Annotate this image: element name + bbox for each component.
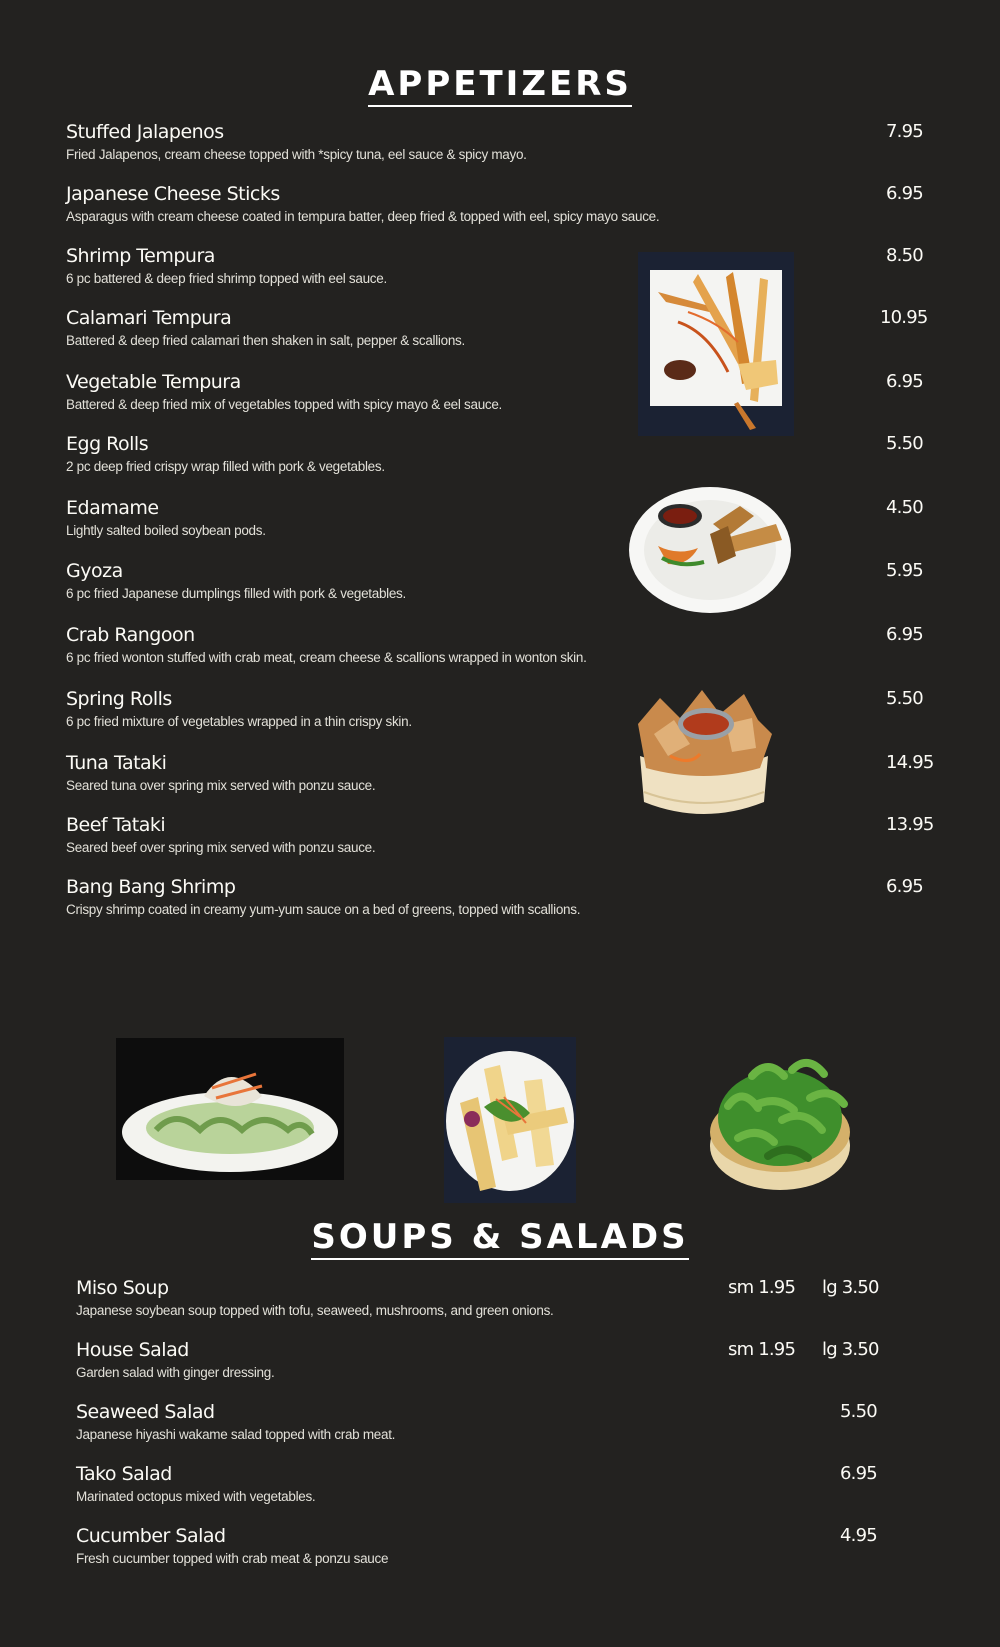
item-price: 5.95 xyxy=(886,560,923,581)
crab-rangoon-photo xyxy=(630,684,778,828)
menu-item-tako-salad xyxy=(76,1463,315,1504)
item-price-large: lg 3.50 xyxy=(822,1277,879,1298)
item-name: Spring Rolls xyxy=(66,688,172,710)
menu-item-shrimp-tempura xyxy=(66,245,387,286)
item-name: Stuffed Jalapenos xyxy=(66,121,224,143)
item-price: 5.50 xyxy=(886,433,923,454)
item-description: 6 pc fried mixture of vegetables wrapped in a thin crispy skin. xyxy=(66,714,412,729)
item-name: Calamari Tempura xyxy=(66,307,232,329)
item-price: 6.95 xyxy=(886,624,923,645)
item-price: 5.50 xyxy=(840,1401,877,1422)
item-name: Gyoza xyxy=(66,560,123,582)
item-description: Asparagus with cream cheese coated in tempura batter, deep fried & topped with eel, spicy mayo sauce. xyxy=(66,209,660,224)
item-description: Fresh cucumber topped with crab meat & ponzu sauce xyxy=(76,1551,389,1566)
item-description: Marinated octopus mixed with vegetables. xyxy=(76,1489,316,1504)
item-price: 13.95 xyxy=(886,814,934,835)
appetizers-heading: APPETIZERS xyxy=(0,64,1000,104)
item-name: House Salad xyxy=(76,1339,189,1361)
item-name: Tuna Tataki xyxy=(66,752,167,774)
menu-item-egg-rolls xyxy=(66,433,385,474)
egg-rolls-photo xyxy=(628,486,792,614)
item-name: Egg Rolls xyxy=(66,433,149,455)
item-name: Edamame xyxy=(66,497,159,519)
menu-item-bang-bang-shrimp xyxy=(66,876,580,917)
spring-rolls-photo xyxy=(444,1037,576,1203)
item-description: 6 pc fried wonton stuffed with crab meat, cream cheese & scallions wrapped in wonton skin. xyxy=(66,650,587,665)
soups-salads-heading: SOUPS & SALADS xyxy=(0,1217,1000,1257)
item-description: Seared beef over spring mix served with ponzu sauce. xyxy=(66,840,376,855)
item-description: Garden salad with ginger dressing. xyxy=(76,1365,275,1380)
item-description: Japanese hiyashi wakame salad topped with crab meat. xyxy=(76,1427,396,1442)
item-name: Bang Bang Shrimp xyxy=(66,876,236,898)
item-price: 10.95 xyxy=(880,307,928,328)
item-name: Japanese Cheese Sticks xyxy=(66,183,280,205)
item-price: 5.50 xyxy=(886,688,923,709)
item-price: 8.50 xyxy=(886,245,923,266)
item-description: Japanese soybean soup topped with tofu, seaweed, mushrooms, and green onions. xyxy=(76,1303,554,1318)
item-description: Lightly salted boiled soybean pods. xyxy=(66,523,266,538)
shrimp-tempura-photo xyxy=(638,252,794,436)
item-name: Shrimp Tempura xyxy=(66,245,215,267)
item-name: Cucumber Salad xyxy=(76,1525,226,1547)
menu-item-beef-tataki xyxy=(66,814,375,855)
menu-item-house-salad xyxy=(76,1339,274,1380)
cucumber-salad-photo xyxy=(116,1038,344,1180)
item-description: Battered & deep fried calamari then shaken in salt, pepper & scallions. xyxy=(66,333,465,348)
item-name: Vegetable Tempura xyxy=(66,371,241,393)
menu-item-spring-rolls xyxy=(66,688,412,729)
item-name: Tako Salad xyxy=(76,1463,172,1485)
item-name: Miso Soup xyxy=(76,1277,169,1299)
menu-item-gyoza xyxy=(66,560,406,601)
menu-item-cucumber-salad xyxy=(76,1525,388,1566)
menu-item-calamari-tempura xyxy=(66,307,465,348)
item-description: 6 pc fried Japanese dumplings filled with pork & vegetables. xyxy=(66,586,406,601)
item-price: 4.50 xyxy=(886,497,923,518)
item-price-large: lg 3.50 xyxy=(822,1339,879,1360)
item-price: 7.95 xyxy=(886,121,923,142)
item-name: Crab Rangoon xyxy=(66,624,195,646)
item-price: 6.95 xyxy=(886,371,923,392)
menu-item-vegetable-tempura xyxy=(66,371,502,412)
item-price: 6.95 xyxy=(886,183,923,204)
item-price: 4.95 xyxy=(840,1525,877,1546)
item-description: 6 pc battered & deep fried shrimp topped with eel sauce. xyxy=(66,271,387,286)
item-name: Seaweed Salad xyxy=(76,1401,215,1423)
menu-item-crab-rangoon xyxy=(66,624,587,665)
item-price: 14.95 xyxy=(886,752,934,773)
item-description: Fried Jalapenos, cream cheese topped with *spicy tuna, eel sauce & spicy mayo. xyxy=(66,147,527,162)
item-price: 6.95 xyxy=(840,1463,877,1484)
item-price-small: sm 1.95 xyxy=(728,1277,796,1298)
item-price-small: sm 1.95 xyxy=(728,1339,796,1360)
item-description: 2 pc deep fried crispy wrap filled with pork & vegetables. xyxy=(66,459,385,474)
menu-item-tuna-tataki xyxy=(66,752,375,793)
edamame-photo xyxy=(708,1046,856,1194)
menu-item-stuffed-jalapenos xyxy=(66,121,527,162)
menu-item-seaweed-salad xyxy=(76,1401,395,1442)
menu-item-japanese-cheese-sticks xyxy=(66,183,659,224)
item-description: Seared tuna over spring mix served with ponzu sauce. xyxy=(66,778,376,793)
item-price: 6.95 xyxy=(886,876,923,897)
menu-item-edamame xyxy=(66,497,266,538)
item-description: Crispy shrimp coated in creamy yum-yum sauce on a bed of greens, topped with scallions. xyxy=(66,902,581,917)
item-name: Beef Tataki xyxy=(66,814,166,836)
menu-item-miso-soup xyxy=(76,1277,553,1318)
item-description: Battered & deep fried mix of vegetables topped with spicy mayo & eel sauce. xyxy=(66,397,503,412)
